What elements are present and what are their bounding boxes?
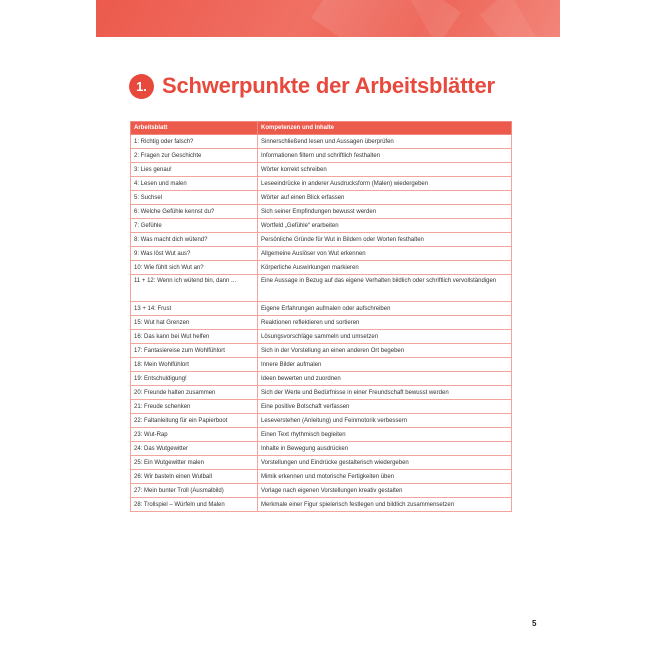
worksheet-cell: 5: Suchsel — [131, 191, 258, 205]
table-row — [131, 135, 512, 149]
competency-cell: Sinnerschließend lesen und Aussagen überprüfen — [258, 135, 512, 149]
table-row — [131, 205, 512, 219]
table-row — [131, 456, 512, 470]
table-row — [131, 261, 512, 275]
competency-cell: Mimik erkennen und motorische Fertigkeiten üben — [258, 470, 512, 484]
competency-cell: Sich in der Vorstellung an einen anderen Ort begeben — [258, 344, 512, 358]
competency-cell: Sich der Werte und Bedürfnisse in einer Freundschaft bewusst werden — [258, 386, 512, 400]
competency-cell: Ideen bewerten und zuordnen — [258, 372, 512, 386]
competency-cell: Informationen filtern und schriftlich festhalten — [258, 149, 512, 163]
worksheet-cell: 26: Wir basteln einen Wutball — [131, 470, 258, 484]
worksheet-cell: 11 + 12: Wenn ich wütend bin, dann ... — [131, 275, 258, 302]
worksheet-cell: 24: Das Wutgewitter — [131, 442, 258, 456]
header-banner — [96, 0, 560, 37]
competency-cell: Allgemeine Auslöser von Wut erkennen — [258, 247, 512, 261]
competency-cell: Inhalte in Bewegung ausdrücken — [258, 442, 512, 456]
competency-cell: Eigene Erfahrungen aufmalen oder aufschreiben — [258, 302, 512, 316]
table-header-row — [131, 122, 512, 135]
competency-cell: Reaktionen reflektieren und sortieren — [258, 316, 512, 330]
table-row — [131, 219, 512, 233]
table-row — [131, 316, 512, 330]
worksheet-cell: 21: Freude schenken — [131, 400, 258, 414]
worksheet-cell: 10: Wie fühlt sich Wut an? — [131, 261, 258, 275]
competency-cell: Leseverstehen (Anleitung) und Feinmotorik verbessern — [258, 414, 512, 428]
worksheet-cell: 27: Mein bunter Troll (Ausmalbild) — [131, 484, 258, 498]
section-number-badge: 1. — [129, 74, 154, 99]
competency-cell: Lösungsvorschläge sammeln und umsetzen — [258, 330, 512, 344]
table-row — [131, 358, 512, 372]
table-row — [131, 344, 512, 358]
competency-cell: Eine positive Botschaft verfassen — [258, 400, 512, 414]
table-row — [131, 163, 512, 177]
table-row — [131, 191, 512, 205]
column-header-worksheet: Arbeitsblatt — [131, 122, 258, 135]
page-number: 5 — [532, 619, 537, 628]
worksheet-cell: 20: Freunde halten zusammen — [131, 386, 258, 400]
worksheet-cell: 3: Lies genau! — [131, 163, 258, 177]
competency-cell: Wörter auf einen Blick erfassen — [258, 191, 512, 205]
worksheet-cell: 18: Mein Wohlfühlort — [131, 358, 258, 372]
table-row — [131, 247, 512, 261]
worksheet-cell: 22: Faltanleitung für ein Papierboot — [131, 414, 258, 428]
table-row — [131, 302, 512, 316]
table-row — [131, 484, 512, 498]
competency-cell: Leseeindrücke in anderer Ausdrucksform (Malen) wiedergeben — [258, 177, 512, 191]
table-row — [131, 275, 512, 302]
table-row — [131, 177, 512, 191]
worksheet-cell: 8: Was macht dich wütend? — [131, 233, 258, 247]
worksheet-cell: 13 + 14: Frust — [131, 302, 258, 316]
competency-cell: Wortfeld „Gefühle“ erarbeiten — [258, 219, 512, 233]
competency-cell: Sich seiner Empfindungen bewusst werden — [258, 205, 512, 219]
worksheet-cell: 23: Wut-Rap — [131, 428, 258, 442]
section-heading — [129, 73, 495, 99]
worksheet-cell: 4: Lesen und malen — [131, 177, 258, 191]
worksheet-cell: 1: Richtig oder falsch? — [131, 135, 258, 149]
table-row — [131, 386, 512, 400]
page-title: Schwerpunkte der Arbeitsblätter — [162, 73, 495, 98]
table-row — [131, 442, 512, 456]
table-row — [131, 414, 512, 428]
worksheet-cell: 16: Das kann bei Wut helfen — [131, 330, 258, 344]
competency-cell: Wörter korrekt schreiben — [258, 163, 512, 177]
worksheet-cell: 7: Gefühle — [131, 219, 258, 233]
column-header-competencies: Kompetenzen und Inhalte — [258, 122, 512, 135]
competency-cell: Persönliche Gründe für Wut in Bildern oder Worten festhalten — [258, 233, 512, 247]
competency-cell: Vorlage nach eigenen Vorstellungen kreativ gestalten — [258, 484, 512, 498]
competency-cell: Innere Bilder aufmalen — [258, 358, 512, 372]
worksheet-cell: 25: Ein Wutgewitter malen — [131, 456, 258, 470]
table-row — [131, 400, 512, 414]
table-row — [131, 428, 512, 442]
competency-cell: Einen Text rhythmisch begleiten — [258, 428, 512, 442]
competency-cell: Eine Aussage in Bezug auf das eigene Verhalten bildlich oder schriftlich vervollständigen — [258, 275, 512, 302]
table-row — [131, 149, 512, 163]
worksheet-cell: 19: Entschuldigung! — [131, 372, 258, 386]
competency-cell: Körperliche Auswirkungen markieren — [258, 261, 512, 275]
worksheet-cell: 2: Fragen zur Geschichte — [131, 149, 258, 163]
worksheet-cell: 9: Was löst Wut aus? — [131, 247, 258, 261]
worksheet-cell: 28: Trollspiel – Würfeln und Malen — [131, 498, 258, 512]
table-row — [131, 330, 512, 344]
worksheet-table — [130, 121, 512, 512]
table-row — [131, 233, 512, 247]
competency-cell: Vorstellungen und Eindrücke gestalterisch wiedergeben — [258, 456, 512, 470]
table-row — [131, 470, 512, 484]
table-row — [131, 498, 512, 512]
worksheet-cell: 17: Fantasiereise zum Wohlfühlort — [131, 344, 258, 358]
table-row — [131, 372, 512, 386]
worksheet-cell: 6: Welche Gefühle kennst du? — [131, 205, 258, 219]
competency-cell: Merkmale einer Figur spielerisch festlegen und bildlich zusammensetzen — [258, 498, 512, 512]
worksheet-cell: 15: Wut hat Grenzen — [131, 316, 258, 330]
